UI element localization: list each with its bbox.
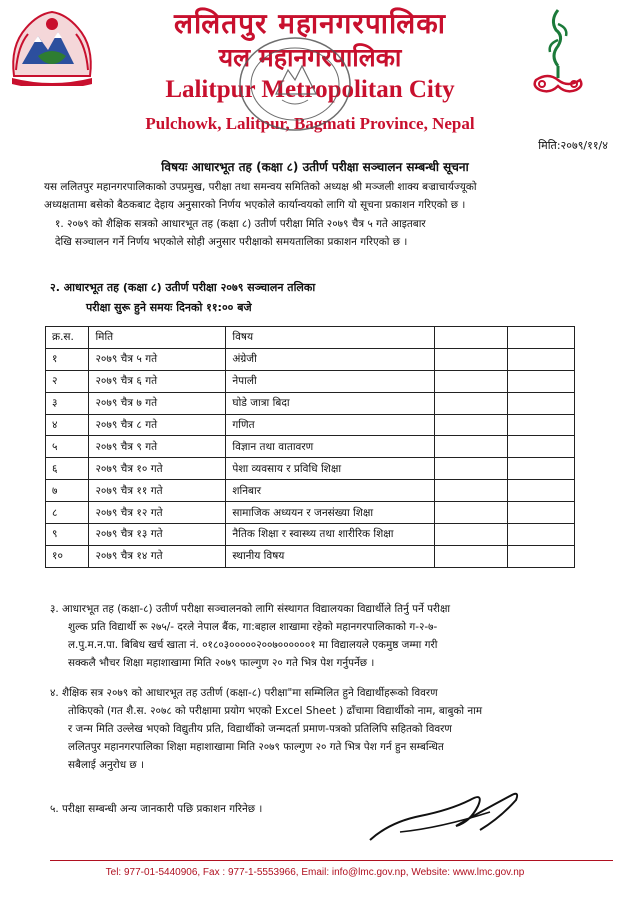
footer-divider xyxy=(50,860,613,861)
row-cell-subject: स्थानीय विषय xyxy=(226,545,435,567)
point-1 xyxy=(55,215,605,251)
row-cell-date: २०७९ चैत्र १२ गते xyxy=(89,502,226,524)
row-cell-blank-2 xyxy=(507,480,574,502)
row-cell-blank-2 xyxy=(507,502,574,524)
row-cell-sn: ४ xyxy=(46,414,89,436)
kalash-emblem-icon xyxy=(528,6,588,94)
row-cell-sn: ३ xyxy=(46,392,89,414)
point-4-line: सबैलाई अनुरोध छ । xyxy=(68,759,144,771)
table-row xyxy=(46,392,575,414)
point-1-line: १. २०७९ को शैक्षिक सत्रको आधारभूत तह (कक्षा ८) उतीर्ण परीक्षा मिति २०७९ चैत्र ५ गते आइतबार xyxy=(55,218,426,230)
point-4-line: ललितपुर महानगरपालिका शिक्षा महाशाखामा मिति २०७९ फाल्गुण २० गते भित्र पेश गर्न हुन सम्बन्धित xyxy=(68,741,444,753)
row-cell-blank-2 xyxy=(507,458,574,480)
row-cell-blank-1 xyxy=(435,545,507,567)
row-cell-date: २०७९ चैत्र १० गते xyxy=(89,458,226,480)
point-4-line: ४. शैक्षिक सत्र २०७९ को आधारभूत तह उतीर्ण (कक्षा-८) परीक्षा"मा सम्मिलित हुने विद्यार्थीहरूको विवरण xyxy=(50,687,438,699)
exam-start-time: परीक्षा सुरू हुने समयः दिनको ११:०० बजे xyxy=(86,301,252,314)
row-cell-subject: विज्ञान तथा वातावरण xyxy=(226,436,435,458)
point-1-line: देखि सञ्चालन गर्ने निर्णय भएकोले सोही अनुसार परीक्षाको समयतालिका प्रकाशन गरिएको छ । xyxy=(55,236,408,248)
point-5: ५. परीक्षा सम्बन्धी अन्य जानकारी पछि प्रकाशन गरिनेछ । xyxy=(50,803,263,815)
header-title-english: Lalitpur Metropolitan City xyxy=(165,76,455,103)
table-row xyxy=(46,545,575,567)
row-cell-subject: नैतिक शिक्षा र स्वास्थ्य तथा शारीरिक शिक्षा xyxy=(226,524,435,546)
nepal-emblem-icon xyxy=(8,6,96,86)
intro-line: यस ललितपुर महानगरपालिकाको उपप्रमुख, परीक्षा तथा समन्वय समितिको अध्यक्ष श्री मञ्जली शाक्य बज्राचार्यज्यूको xyxy=(44,181,477,193)
row-cell-date: २०७९ चैत्र ११ गते xyxy=(89,480,226,502)
header-cell-blank-1 xyxy=(435,327,507,349)
row-cell-sn: १० xyxy=(46,545,89,567)
row-cell-subject: नेपाली xyxy=(226,370,435,392)
footer-contact: Tel: 977-01-5440906, Fax : 977-1-5553966, Email: info@lmc.gov.np, Website: www.lmc.gov.np xyxy=(105,867,525,878)
header-cell-sn: क्र.स. xyxy=(46,327,89,349)
notice-subject: विषयः आधारभूत तह (कक्षा ८) उतीर्ण परीक्षा सञ्चालन सम्बन्धी सूचना xyxy=(161,160,469,174)
row-cell-sn: ५ xyxy=(46,436,89,458)
row-cell-sn: ९ xyxy=(46,524,89,546)
row-cell-date: २०७९ चैत्र ७ गते xyxy=(89,392,226,414)
point-3-line: ल.पु.म.न.पा. बिबिध खर्च खाता नं. ०१८०३०००००२००७००००००१ मा विद्यालयले एकमुष्ठ जम्मा गरी xyxy=(68,639,438,651)
row-cell-blank-2 xyxy=(507,524,574,546)
row-cell-blank-2 xyxy=(507,436,574,458)
header-cell-subject: विषय xyxy=(226,327,435,349)
row-cell-blank-1 xyxy=(435,458,507,480)
row-cell-blank-1 xyxy=(435,502,507,524)
point-4-line: र जन्म मिति उल्लेख भएको विद्युतीय प्रति, विद्यार्थीको जन्मदर्ता प्रमाण-पत्रको प्रतिलिपि सहितको विवरण xyxy=(68,723,452,735)
row-cell-blank-2 xyxy=(507,392,574,414)
row-cell-sn: ६ xyxy=(46,458,89,480)
table-row xyxy=(46,524,575,546)
row-cell-blank-2 xyxy=(507,414,574,436)
exam-schedule-table xyxy=(45,326,575,568)
row-cell-subject: शनिबार xyxy=(226,480,435,502)
row-cell-blank-1 xyxy=(435,480,507,502)
schedule-heading: २. आधारभूत तह (कक्षा ८) उतीर्ण परीक्षा २०७९ सञ्चालन तलिका xyxy=(50,281,316,294)
table-row xyxy=(46,436,575,458)
header-cell-date: मिति xyxy=(89,327,226,349)
signature-icon xyxy=(360,782,540,852)
row-cell-date: २०७९ चैत्र ८ गते xyxy=(89,414,226,436)
table-row xyxy=(46,480,575,502)
row-cell-subject: अंग्रेजी xyxy=(226,348,435,370)
row-cell-blank-1 xyxy=(435,370,507,392)
intro-paragraph xyxy=(44,178,604,214)
intro-line: अध्यक्षतामा बसेको बैठकबाट देहाय अनुसारको निर्णय भएकोले कार्यान्वयको लागि यो सूचना प्रकाशन गरिएको छ । xyxy=(44,199,466,211)
row-cell-blank-2 xyxy=(507,545,574,567)
row-cell-blank-2 xyxy=(507,370,574,392)
row-cell-blank-1 xyxy=(435,524,507,546)
header-title-newari: यल महानगरपालिका xyxy=(218,43,402,72)
row-cell-date: २०७९ चैत्र ६ गते xyxy=(89,370,226,392)
office-seal-icon xyxy=(236,34,354,134)
row-cell-date: २०७९ चैत्र ९ गते xyxy=(89,436,226,458)
row-cell-blank-1 xyxy=(435,348,507,370)
table-row xyxy=(46,348,575,370)
header-address: Pulchowk, Lalitpur, Bagmati Province, Nepal xyxy=(145,114,475,133)
point-3-line: शुल्क प्रति विद्यार्थी रू २७५/- दरले नेपाल बैंक, गा:बहाल शाखामा रहेको महानगरपालिकाको ग-२-७- xyxy=(68,621,438,633)
row-cell-subject: सामाजिक अध्ययन र जनसंख्या शिक्षा xyxy=(226,502,435,524)
table-row xyxy=(46,370,575,392)
row-cell-blank-1 xyxy=(435,414,507,436)
row-cell-sn: २ xyxy=(46,370,89,392)
table-row xyxy=(46,458,575,480)
point-4-line: तोकिएको (गत शै.स. २०७८ को परीक्षामा प्रयोग भएको Excel Sheet ) ढाँचामा विद्यार्थीको नाम, बाबुको नाम xyxy=(68,705,483,717)
row-cell-blank-2 xyxy=(507,348,574,370)
table-row xyxy=(46,414,575,436)
table-body xyxy=(46,348,575,567)
row-cell-subject: घोडे जात्रा बिदा xyxy=(226,392,435,414)
table-row xyxy=(46,502,575,524)
row-cell-sn: ७ xyxy=(46,480,89,502)
point-3-line: सक्कलै भौचर शिक्षा महाशाखामा मिति २०७९ फाल्गुण २० गते भित्र पेश गर्नुपर्नेछ । xyxy=(68,657,375,669)
header-cell-blank-2 xyxy=(507,327,574,349)
issue-date: मिति:२०७९/११/४ xyxy=(538,139,608,152)
point-4 xyxy=(50,684,610,774)
point-3 xyxy=(50,600,610,672)
header-title-nepali: ललितपुर महानगरपालिका xyxy=(173,7,447,40)
row-cell-subject: गणित xyxy=(226,414,435,436)
row-cell-blank-1 xyxy=(435,436,507,458)
table-header-row xyxy=(46,327,575,349)
row-cell-date: २०७९ चैत्र १४ गते xyxy=(89,545,226,567)
row-cell-blank-1 xyxy=(435,392,507,414)
point-3-line: ३. आधारभूत तह (कक्षा-८) उतीर्ण परीक्षा सञ्चालनको लागि संस्थागत विद्यालयका विद्यार्थीले तिर्नु पर्ने परीक्षा xyxy=(50,603,451,615)
row-cell-date: २०७९ चैत्र ५ गते xyxy=(89,348,226,370)
row-cell-sn: ८ xyxy=(46,502,89,524)
row-cell-subject: पेशा व्यवसाय र प्रविधि शिक्षा xyxy=(226,458,435,480)
row-cell-sn: १ xyxy=(46,348,89,370)
row-cell-date: २०७९ चैत्र १३ गते xyxy=(89,524,226,546)
